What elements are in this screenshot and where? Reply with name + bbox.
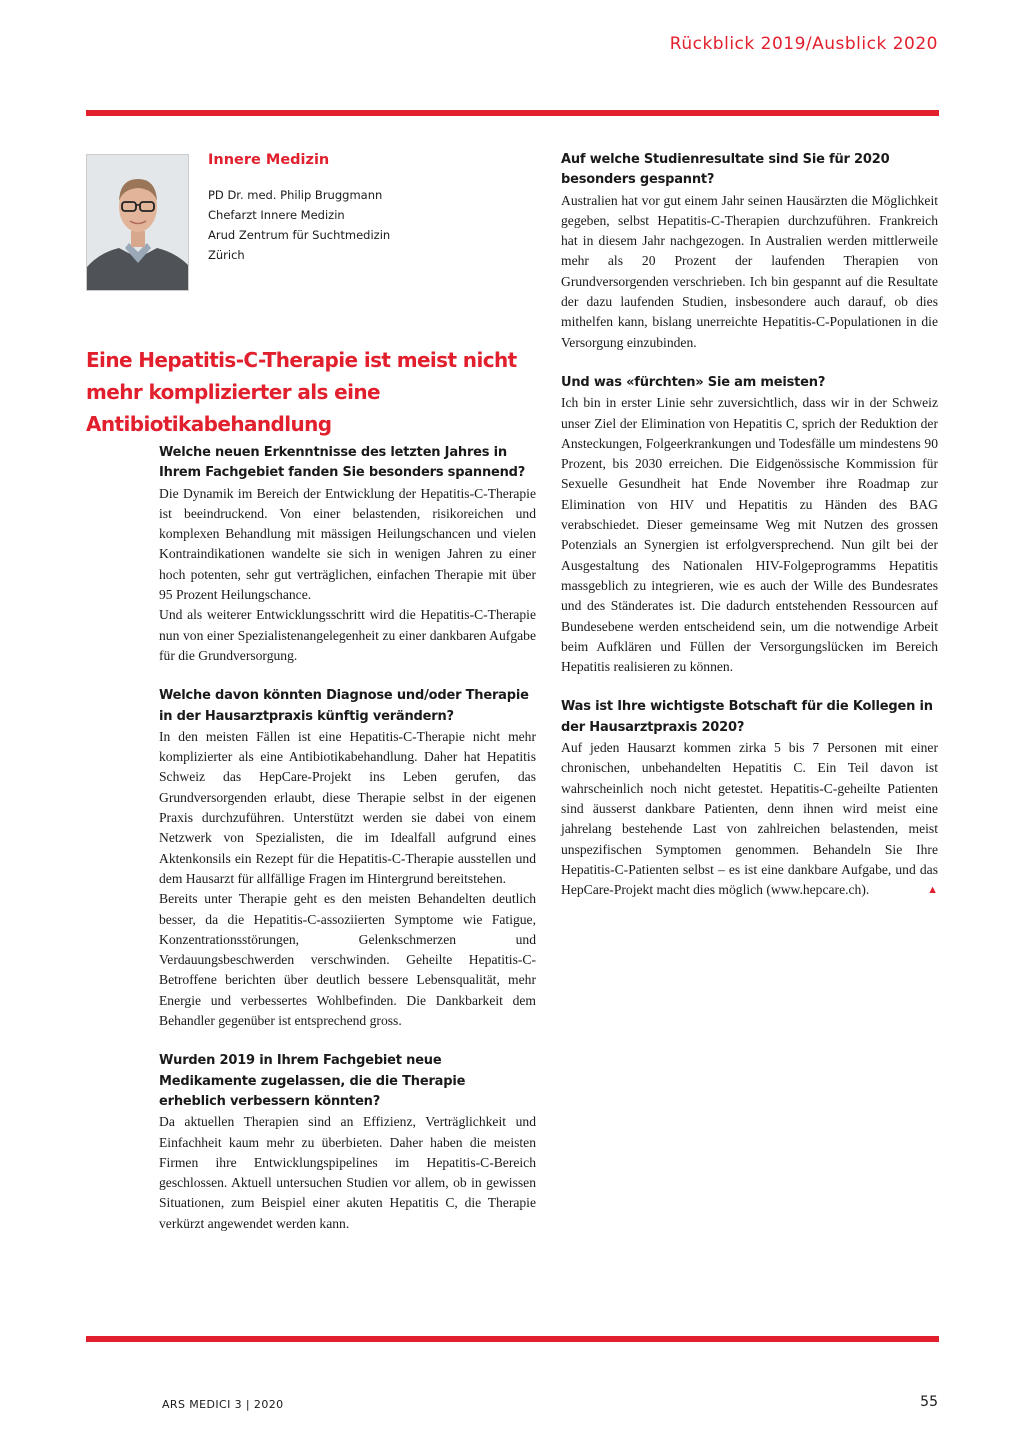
page-number: 55 — [920, 1394, 938, 1410]
author-photo — [86, 154, 189, 291]
answer-6-paragraph-1 — [561, 738, 938, 900]
answer-2-paragraph-1: In den meisten Fällen ist eine Hepatitis-C-Therapie nicht mehr komplizierter als eine Antibiotikabehandlung. Daher hat Hepatitis Schweiz das HepCare-Projekt ins Leben gerufen, das Grundversorgenden erlaubt, diese Therapie selbst in der eigenen Praxis durchzuführen. Unterstützt werden sie dabei von einem Netzwerk von Spezialisten, die im Idealfall aufgrund eines Aktenkonsils ein Rezept für die Hepatitis-C-Therapie ausstellen und dem Hausarzt für allfällige Fragen im Hintergrund bereitstehen. — [159, 728, 536, 886]
left-column — [159, 443, 536, 1234]
end-triangle-icon: ▲ — [927, 884, 938, 897]
answer-6-text: Auf jeden Hausarzt kommen zirka 5 bis 7 Personen mit einer chronischen, unbehandelten Hepatitis C. Ein Teil davon ist wahrscheinlich noch nicht getestet. Hepatitis-C-geheilte Patienten sind äusserst dankbare Patienten, denn ihnen wird meist eine jahrelang bestehende Last von zahlreichen belastenden, meist unspezifischen Symptomen genommen. Behandeln Sie Ihre Hepatitis-C-Patienten selbst – es ist eine dankbare Aufgabe, und das HepCare-Projekt macht dies möglich (www.hepcare.ch). — [561, 740, 938, 898]
answer-1-paragraph-2: Und als weiterer Entwicklungsschritt wird die Hepatitis-C-Therapie nun von einer Spezialistenangelegenheit zu einer dankbaren Aufgabe für die Grundversorgung. — [159, 607, 536, 663]
question-1: Welche neuen Erkenntnisse des letzten Jahres in Ihrem Fachgebiet fanden Sie besonders spannend? — [159, 445, 526, 481]
running-title: Rückblick 2019/Ausblick 2020 — [669, 34, 938, 54]
right-column — [561, 150, 938, 900]
author-institution: Arud Zentrum für Suchtmedizin — [208, 228, 391, 242]
answer-5-paragraph-1: Ich bin in erster Linie sehr zuversichtlich, dass wir in der Schweiz unser Ziel der Elimination von Hepatitis C, sprich der Reduktion der Ansteckungen, Folgeerkrankungen und Todesfälle um mindestens 90 Prozent, bis 2030 erreichen. Die Eidgenössische Kommission für Sexuelle Gesundheit hat Ende November ihre Roadmap zur Elimination von HIV und Hepatitis zu Händen des BAG verabschiedet. Dieser gemeinsame Weg mit Nutzen des grossen Potenzials an Synergien ist erfolgversprechend. Nun gilt bei der Ausgestaltung des Nationalen HIV-Folgeprogramms Hepatitis massgeblich zu integrieren, wie es auch der Wille des Bundesrates und des Ständerates ist. Die dadurch entstehenden Ressourcen auf Bundesebene werden entscheidend sein, um die notwendige Arbeit beim Aufklären und Füllen der Versorgungslücken im Bereich Hepatitis realisieren zu können. — [561, 395, 938, 675]
top-rule — [86, 110, 939, 116]
answer-4-paragraph-1: Australien hat vor gut einem Jahr seinen Hausärzten die Möglichkeit gegeben, selbst Hepatitis-C-Therapien durchzuführen. Frankreich hat in diesem Jahr nachgezogen. In Australien werden mittlerweile mehr als 20 Prozent der laufenden Therapien von Grundversorgenden verschrieben. Ich bin gespannt auf die Resultate der dazu laufenden Studien, insbesondere auch darauf, ob dies mithelfen kann, bislang unerreichte Hepatitis-C-Populationen in die Versorgung einzubinden. — [561, 192, 938, 350]
question-4: Auf welche Studienresultate sind Sie für 2020 besonders gespannt? — [561, 152, 890, 188]
department-label: Innere Medizin — [208, 152, 330, 168]
question-3: Wurden 2019 in Ihrem Fachgebiet neue Medikamente zugelassen, die die Therapie erheblich verbessern könnten? — [159, 1053, 466, 1109]
article-headline: Eine Hepatitis-C-Therapie ist meist nicht mehr komplizierter als eine Antibiotikabehandlung — [86, 348, 517, 436]
answer-1-paragraph-1: Die Dynamik im Bereich der Entwicklung der Hepatitis-C-Therapie ist beeindruckend. Von einer belastenden, risikoreichen und komplexen Behandlung mit mässigen Heilungschancen und vielen Kontraindikationen wandelte sie sich in wenigen Jahren zu einer hoch potenten, sehr gut verträglichen, einfachen Therapie mit über 95 Prozent Heilungschance. — [159, 485, 536, 603]
author-city: Zürich — [208, 248, 245, 262]
answer-3-paragraph-1: Da aktuellen Therapien sind an Effizienz, Verträglichkeit und Einfachheit kaum mehr zu überbieten. Daher haben die meisten Firmen ihre Entwicklungspipelines im Hepatitis-C-Bereich geschlossen. Aktuell untersuchen Studien vor allem, ob in gewissen Situationen, zum Beispiel einer akuten Hepatitis C, die Therapie verkürzt angewendet werden kann. — [159, 1114, 536, 1231]
bottom-rule — [86, 1336, 939, 1342]
author-position: Chefarzt Innere Medizin — [208, 208, 345, 222]
journal-issue: ARS MEDICI 3 | 2020 — [162, 1398, 284, 1411]
portrait-photo — [87, 155, 189, 291]
author-info — [208, 185, 390, 265]
question-6: Was ist Ihre wichtigste Botschaft für die Kollegen in der Hausarztpraxis 2020? — [561, 699, 933, 735]
author-name: PD Dr. med. Philip Bruggmann — [208, 188, 383, 202]
question-2: Welche davon könnten Diagnose und/oder Therapie in der Hausarztpraxis künftig verändern? — [159, 688, 529, 724]
answer-2-paragraph-2: Bereits unter Therapie geht es den meisten Behandelten deutlich besser, da die Hepatitis-C-assoziierten Symptome wie Fatigue, Konzentrationsstörungen, Gelenkschmerzen und Verdauungsbeschwerden verschwinden. Geheilte Hepatitis-C-Betroffene berichten über deutlich bessere Lebensqualität, mehr Energie und verbessertes Wohlbefinden. Die Dankbarkeit dem Behandler gegenüber ist entsprechend gross. — [159, 891, 536, 1029]
question-5: Und was «fürchten» Sie am meisten? — [561, 374, 826, 390]
